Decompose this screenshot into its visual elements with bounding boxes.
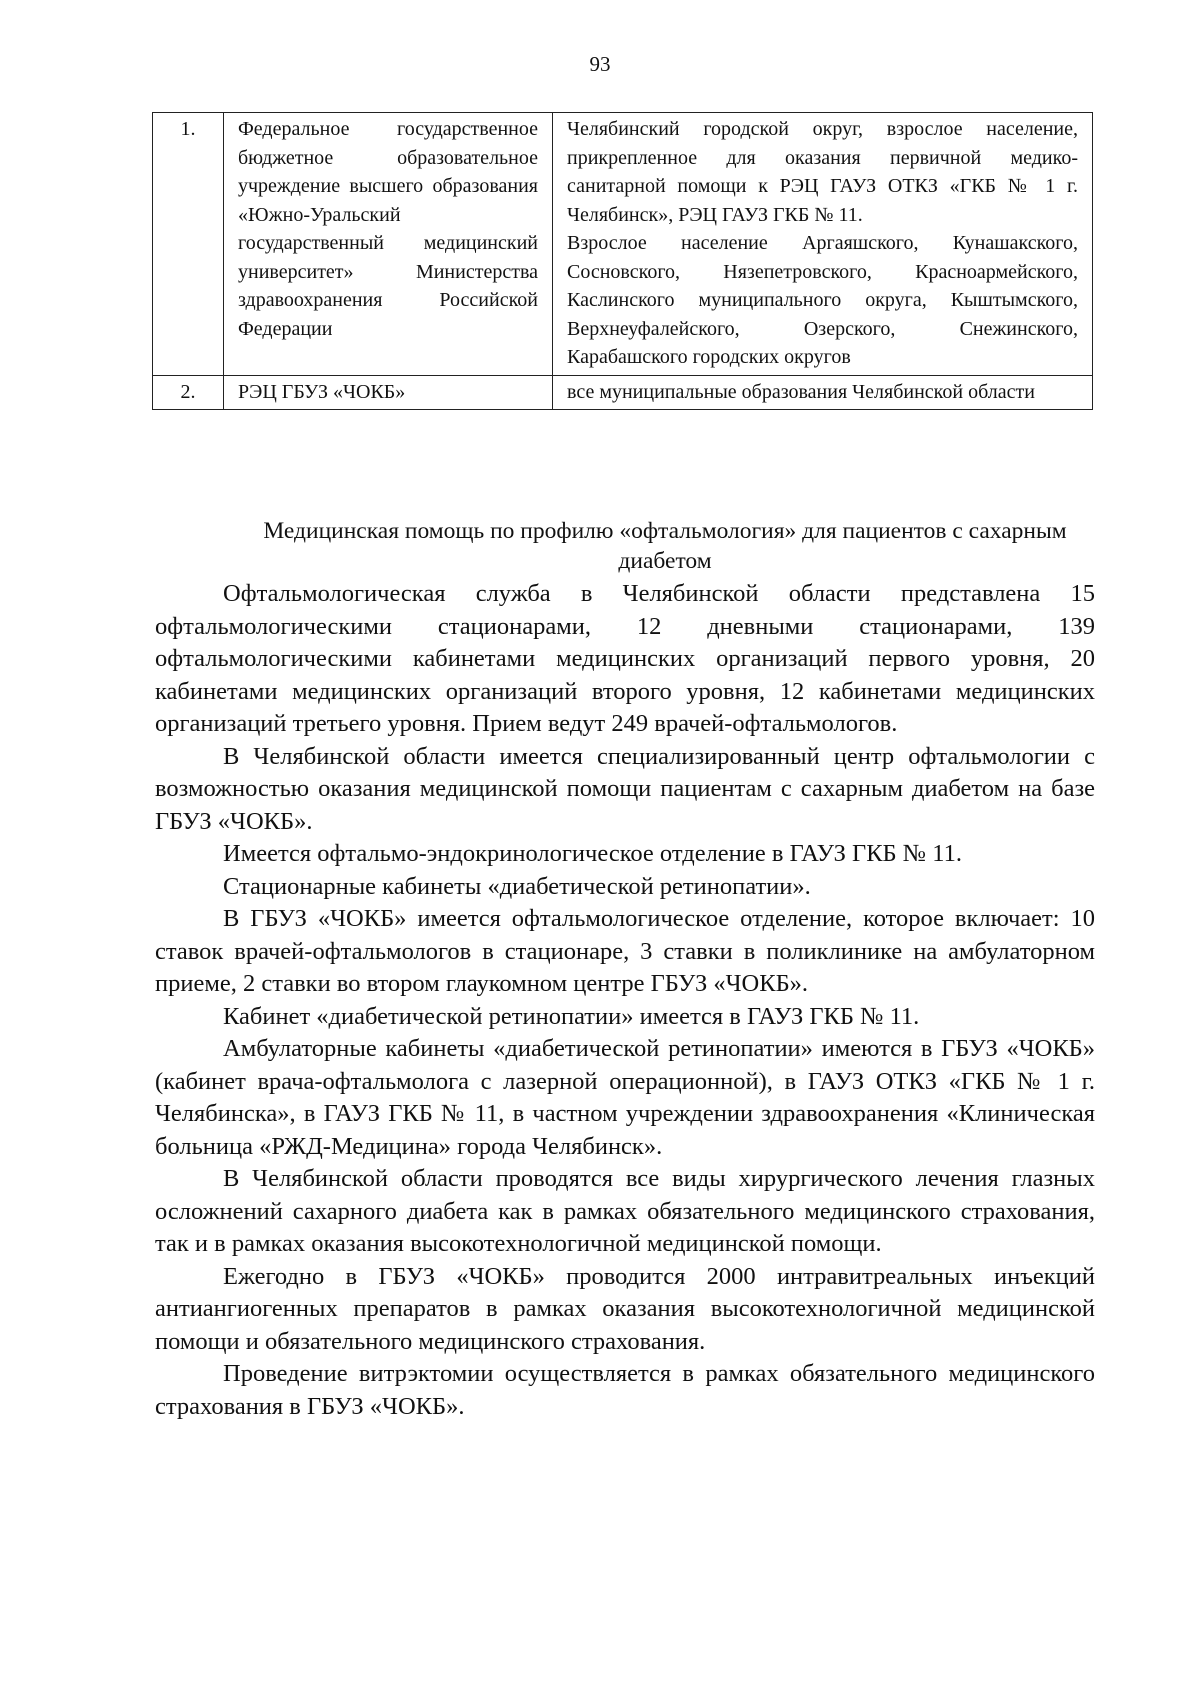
service-area-cell	[553, 113, 1093, 376]
row-number: 1.	[153, 113, 224, 376]
service-area-text: все муниципальные образования Челябинской области	[567, 380, 1035, 403]
service-area-text: Челябинский городской округ, взрослое население, прикрепленное для оказания первичной медико-санитарной помощи к РЭЦ ГАУЗ ОТКЗ «ГКБ № 1 г. Челябинск», РЭЦ ГАУЗ ГКБ № 11.	[567, 118, 1078, 226]
organization-cell: Федеральное государственное бюджетное образовательное учреждение высшего образования «Южно-Уральский государственный медицинский университет» Министерства здравоохранения Российской Федерации	[224, 113, 553, 376]
body-text	[155, 578, 1095, 1423]
paragraph: В Челябинской области проводятся все виды хирургического лечения глазных осложнений сахарного диабета как в рамках обязательного медицинского страхования, так и в рамках оказания высокотехнологичной медицинской помощи.	[155, 1165, 1095, 1257]
organizations-table	[152, 112, 1093, 410]
paragraph: Стационарные кабинеты «диабетической ретинопатии».	[223, 872, 811, 900]
page-number: 93	[589, 52, 611, 76]
paragraph: В ГБУЗ «ЧОКБ» имеется офтальмологическое отделение, которое включает: 10 ставок врачей-офтальмологов в стационаре, 3 ставки в поликлинике на амбулаторном приеме, 2 ставки во втором глаукомном центре ГБУЗ «ЧОКБ».	[155, 905, 1095, 997]
paragraph: Имеется офтальмо-эндокринологическое отделение в ГАУЗ ГКБ № 11.	[223, 840, 962, 867]
table-row	[153, 113, 1093, 376]
table-row	[153, 375, 1093, 410]
service-area-text: Взрослое население Аргаяшского, Кунашакского, Сосновского, Нязепетровского, Красноармейского, Каслинского муниципального округа, Кыштымского, Верхнеуфалейского, Озерского, Снежинского, Карабашского городских округов	[567, 232, 1078, 368]
paragraph: Амбулаторные кабинеты «диабетической ретинопатии» имеются в ГБУЗ «ЧОКБ» (кабинет врача-офтальмолога с лазерной операционной), в ГАУЗ ОТКЗ «ГКБ № 1 г. Челябинска», в ГАУЗ ГКБ № 11, в частном учреждении здравоохранения «Клиническая больница «РЖД-Медицина» города Челябинск».	[155, 1035, 1095, 1160]
paragraph: Офтальмологическая служба в Челябинской области представлена 15 офтальмологическими стационарами, 12 дневными стационарами, 139 офтальмологическими кабинетами медицинских организаций первого уровня, 20 кабинетами медицинских организаций второго уровня, 12 кабинетами медицинских организаций третьего уровня. Прием ведут 249 врачей-офтальмологов.	[155, 580, 1095, 737]
paragraph: В Челябинской области имеется специализированный центр офтальмологии с возможностью оказания медицинской помощи пациентам с сахарным диабетом на базе ГБУЗ «ЧОКБ».	[155, 742, 1095, 835]
paragraph: Кабинет «диабетической ретинопатии» имеется в ГАУЗ ГКБ № 11.	[223, 1002, 920, 1030]
organization-cell: РЭЦ ГБУЗ «ЧОКБ»	[224, 375, 553, 410]
section-title: Медицинская помощь по профилю «офтальмология» для пациентов с сахарным диабетом	[263, 518, 1067, 574]
service-area-cell	[553, 375, 1093, 410]
paragraph: Проведение витрэктомии осуществляется в рамках обязательного медицинского страхования в ГБУЗ «ЧОКБ».	[155, 1360, 1095, 1420]
row-number: 2.	[153, 375, 224, 410]
paragraph: Ежегодно в ГБУЗ «ЧОКБ» проводится 2000 интравитреальных инъекций антиангиогенных препаратов в рамках оказания высокотехнологичной медицинской помощи и обязательного медицинского страхования.	[155, 1262, 1095, 1355]
